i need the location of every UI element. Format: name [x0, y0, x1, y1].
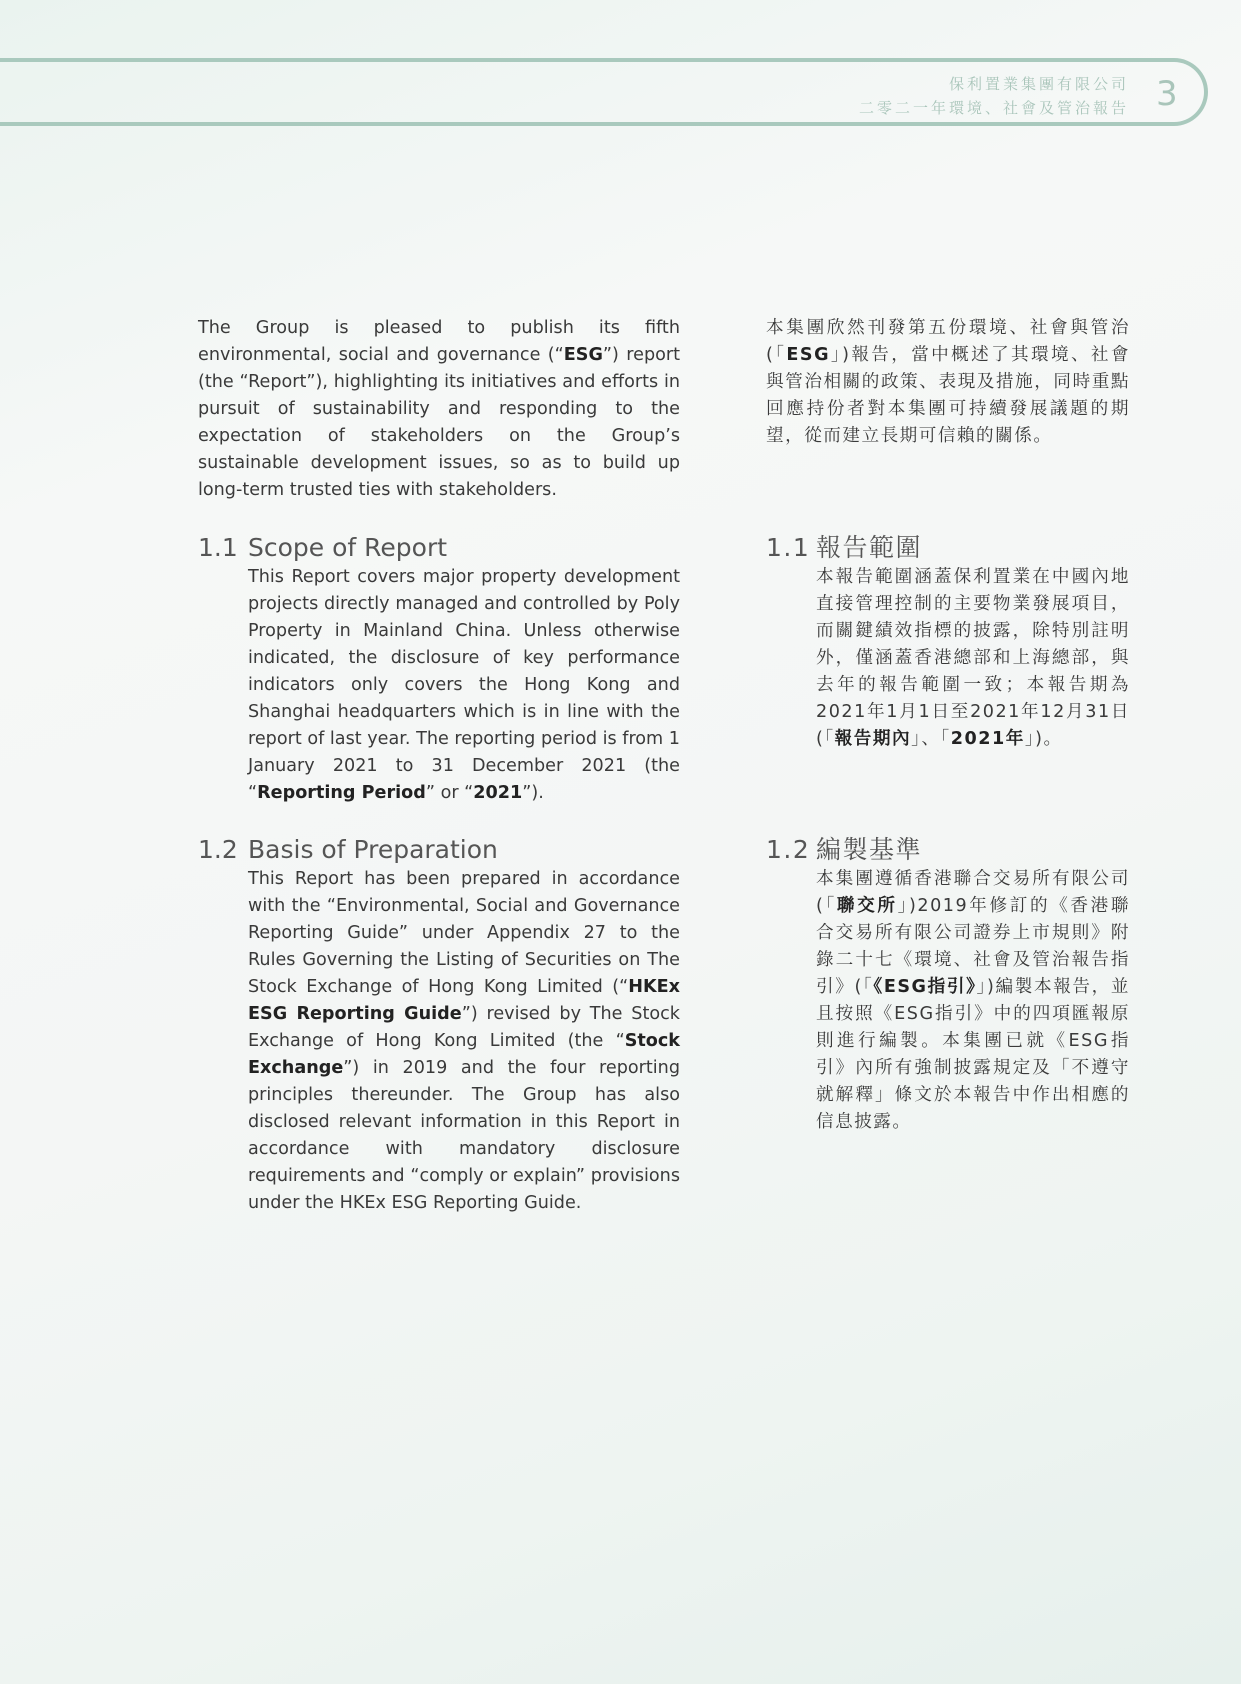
- section-number: 1.1: [198, 533, 238, 562]
- section-basis-zh: [766, 834, 1130, 1136]
- intro-paragraph-zh: 本集團欣然刊發第五份環境、社會與管治(「ESG」)報告，當中概述了其環境、社會與管治相關的政策、表現及措施，同時重點回應持份者對本集團可持續發展議題的期望，從而建立長期可信賴的關係。: [766, 318, 1130, 446]
- report-title: 二零二一年環境、社會及管治報告: [858, 99, 1129, 117]
- running-header: [859, 72, 1129, 120]
- section-title: Scope of Report: [248, 533, 448, 562]
- section-heading: [766, 834, 1130, 866]
- section-body: 本報告範圍涵蓋保利置業在中國內地直接管理控制的主要物業發展項目，而關鍵績效指標的披露，除特別註明外，僅涵蓋香港總部和上海總部，與去年的報告範圍一致；本報告期為2021年1月1日至2021年12月31日(「報告期內」、「2021年」)。: [816, 567, 1130, 749]
- section-body: 本集團遵循香港聯合交易所有限公司(「聯交所」)2019年修訂的《香港聯合交易所有限公司證券上市規則》附錄二十七《環境、社會及管治報告指引》(「《ESG指引》」)編製本報告，並且按照《ESG指引》中的四項匯報原則進行編製。本集團已就《ESG指引》內所有強制披露規定及「不遵守就解釋」條文於本報告中作出相應的信息披露。: [816, 869, 1130, 1132]
- section-heading: [198, 532, 680, 564]
- section-scope-zh: [766, 532, 1130, 753]
- section-title: 報告範圍: [816, 533, 923, 562]
- section-basis-en: [198, 834, 680, 1217]
- section-title: 編製基準: [816, 835, 923, 864]
- section-scope-en: [198, 532, 680, 807]
- section-number: 1.2: [766, 835, 811, 864]
- section-number: 1.2: [198, 835, 238, 864]
- page-number: 3: [1156, 74, 1178, 114]
- section-body: This Report covers major property development projects directly managed and controlled by Poly Property in Mainland China. Unless otherwise indicated, the disclosure of key performance indicators only covers the Hong Kong and Shanghai headquarters which is in line with the report of last year. The reporting period is from 1 January 2021 to 31 December 2021 (the “Reporting Period” or “2021”).: [248, 567, 680, 803]
- section-heading: [198, 834, 680, 866]
- section-number: 1.1: [766, 533, 811, 562]
- section-title: Basis of Preparation: [248, 835, 498, 864]
- section-body: This Report has been prepared in accordance with the “Environmental, Social and Governance Reporting Guide” under Appendix 27 to the Rules Governing the Listing of Securities on The Stock Exchange of Hong Kong Limited (“HKEx ESG Reporting Guide”) revised by The Stock Exchange of Hong Kong Limited (the “Stock Exchange”) in 2019 and the four reporting principles thereunder. The Group has also disclosed relevant information in this Report in accordance with mandatory disclosure requirements and “comply or explain” provisions under the HKEx ESG Reporting Guide.: [248, 869, 680, 1213]
- intro-paragraph-en: The Group is pleased to publish its fifth environmental, social and governance (“ESG”) report (the “Report”), highlighting its initiatives and efforts in pursuit of sustainability and responding to the expectation of stakeholders on the Group’s sustainable development issues, so as to build up long-term trusted ties with stakeholders.: [198, 318, 681, 500]
- section-heading: [766, 532, 1130, 564]
- company-name: 保利置業集團有限公司: [948, 75, 1129, 93]
